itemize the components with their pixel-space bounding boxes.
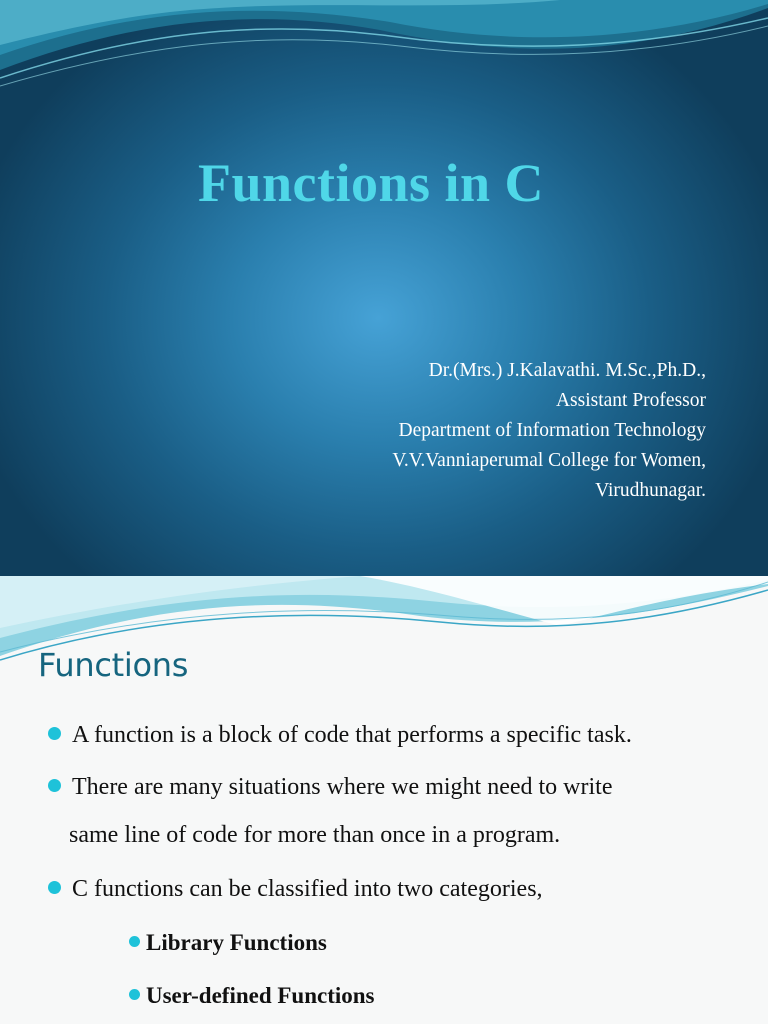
decorative-wave — [0, 0, 768, 100]
author-block — [392, 356, 706, 506]
bullet-text: A function is a block of code that performs a specific task. — [72, 722, 632, 748]
sub-bullet-item — [146, 983, 375, 1009]
bullet-continuation: same line of code for more than once in a program. — [69, 822, 561, 848]
bullet-text: There are many situations where we might need to write — [72, 774, 613, 800]
slide-heading: Functions — [38, 646, 189, 684]
bullet-text: C functions can be classified into two categories, — [72, 876, 543, 902]
bullet-item — [72, 774, 612, 801]
bullet-icon — [129, 936, 140, 947]
bullet-icon — [48, 779, 61, 792]
sub-bullet-text: Library Functions — [146, 930, 327, 955]
author-department: Department of Information Technology — [398, 420, 706, 441]
author-city: Virudhunagar. — [595, 480, 706, 501]
author-college: V.V.Vanniaperumal College for Women, — [392, 450, 706, 471]
slide-title: Functions in C — [197, 153, 545, 213]
bullet-icon — [48, 727, 61, 740]
author-name: Dr.(Mrs.) J.Kalavathi. M.Sc.,Ph.D., — [428, 360, 706, 381]
bullet-icon — [129, 989, 140, 1000]
bullet-item — [72, 876, 543, 903]
bullet-icon — [48, 881, 61, 894]
author-designation: Assistant Professor — [555, 390, 706, 411]
sub-bullet-item — [146, 930, 327, 956]
bullet-item — [72, 722, 632, 749]
content-slide — [0, 576, 768, 1024]
sub-bullet-text: User-defined Functions — [146, 983, 375, 1008]
